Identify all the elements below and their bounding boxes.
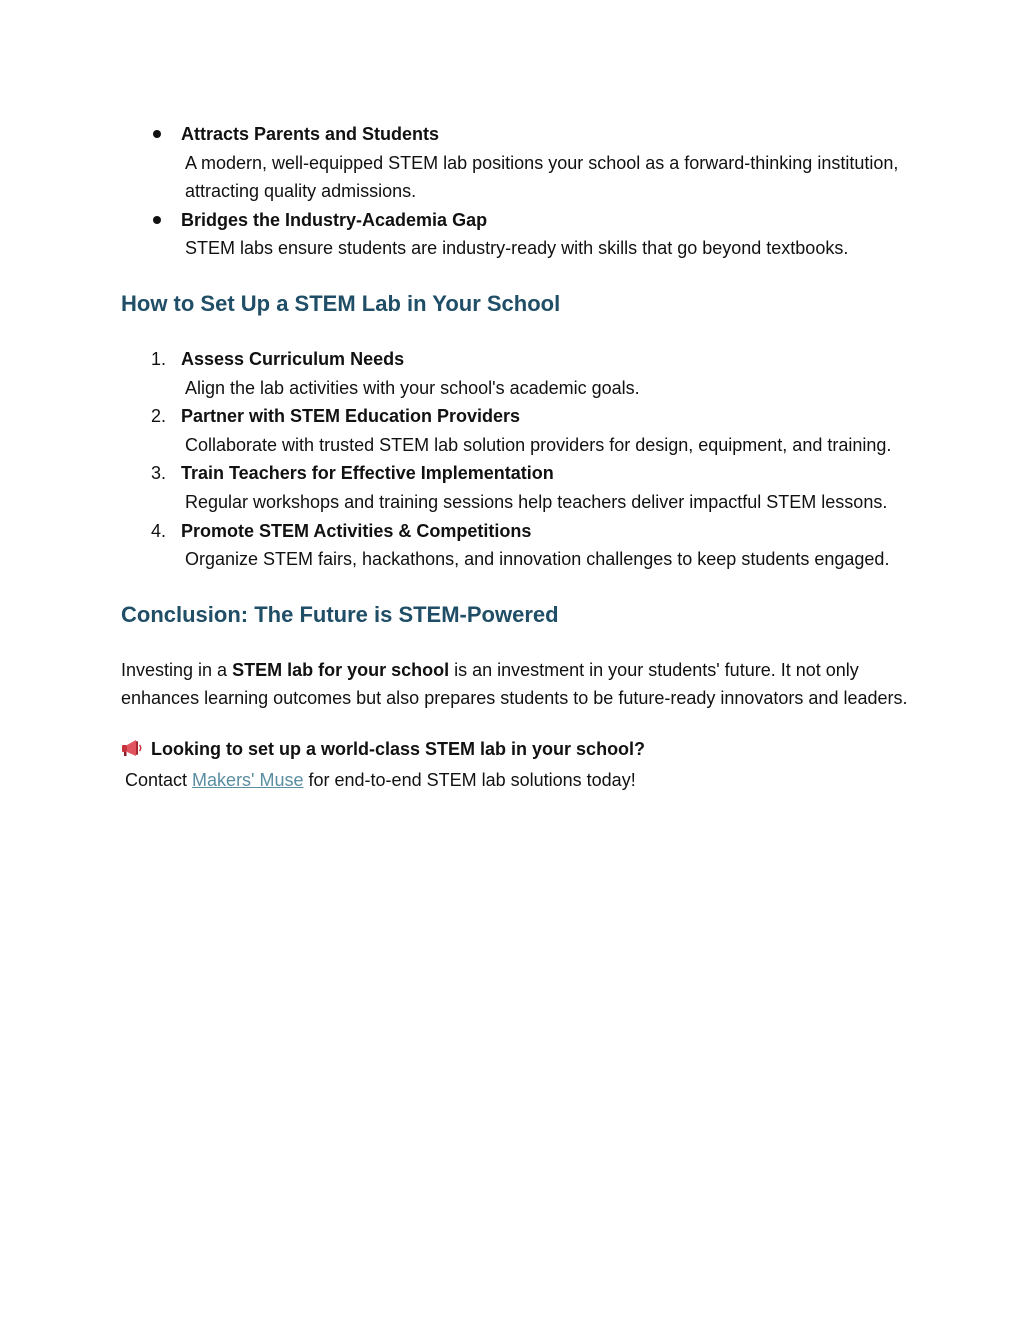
benefits-bullet-list <box>121 120 911 263</box>
setup-heading: How to Set Up a STEM Lab in Your School <box>121 290 561 316</box>
item-description: Align the lab activities with your school's academic goals. <box>185 377 640 398</box>
item-title: Promote STEM Activities & Competitions <box>181 520 532 541</box>
contact-text-end: for end-to-end STEM lab solutions today! <box>303 769 636 790</box>
item-title: Partner with STEM Education Providers <box>181 406 521 427</box>
item-description: STEM labs ensure students are industry-ready with skills that go beyond textbooks. <box>185 238 849 259</box>
item-description: Collaborate with trusted STEM lab solution providers for design, equipment, and training. <box>185 434 892 455</box>
item-description: A modern, well-equipped STEM lab positions your school as a forward-thinking institution, attracting quality admissions. <box>185 152 899 202</box>
call-to-action <box>121 735 911 794</box>
megaphone-icon <box>121 737 143 766</box>
list-item <box>121 345 911 402</box>
list-item <box>121 517 911 574</box>
bullet-icon <box>153 216 161 224</box>
item-description: Regular workshops and training sessions help teachers deliver impactful STEM lessons. <box>185 491 888 512</box>
cta-headline: Looking to set up a world-class STEM lab in your school? <box>151 738 646 759</box>
bullet-icon <box>153 130 161 138</box>
setup-steps-list <box>121 345 911 574</box>
conclusion-paragraph <box>121 656 911 713</box>
list-item <box>121 120 911 206</box>
step-number: 4. <box>151 520 167 541</box>
item-description: Organize STEM fairs, hackathons, and innovation challenges to keep students engaged. <box>185 549 890 570</box>
conclusion-text-end: is an investment in your students' future. It not only enhances learning outcomes but also prepares students to be future-ready innovators and leaders. <box>121 659 908 709</box>
cta-headline-line <box>121 735 911 766</box>
item-title: Bridges the Industry-Academia Gap <box>181 209 488 230</box>
document-content <box>121 120 911 794</box>
conclusion-text-start: Investing in a <box>121 659 233 680</box>
conclusion-heading: Conclusion: The Future is STEM-Powered <box>121 601 559 627</box>
step-number: 1. <box>151 348 167 369</box>
list-item <box>121 402 911 459</box>
makers-muse-link[interactable]: Makers' Muse <box>192 769 304 790</box>
list-item <box>121 459 911 516</box>
item-title: Assess Curriculum Needs <box>181 348 405 369</box>
item-title: Attracts Parents and Students <box>181 124 440 144</box>
step-number: 3. <box>151 463 167 484</box>
item-title: Train Teachers for Effective Implementation <box>181 463 554 484</box>
list-item <box>121 206 911 263</box>
conclusion-bold-text: STEM lab for your school <box>232 659 450 680</box>
contact-line <box>121 766 911 795</box>
contact-text-start: Contact <box>125 769 193 790</box>
step-number: 2. <box>151 406 167 427</box>
